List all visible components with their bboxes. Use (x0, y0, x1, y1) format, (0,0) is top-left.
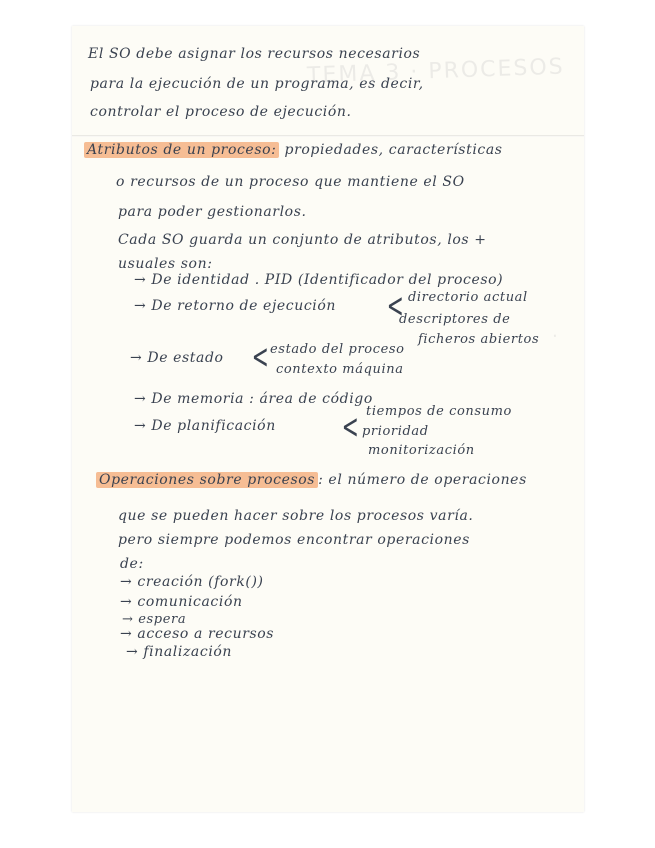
page-fold (72, 135, 584, 137)
brace-state: < (251, 337, 269, 377)
intro-line-1: El SO debe asignar los recursos necesarios (88, 46, 421, 62)
operation-wait: → espera (122, 612, 187, 627)
attribute-scheduling: → De planificación (134, 418, 276, 434)
brace-scheduling: < (341, 407, 359, 447)
state-detail-2: contexto máquina (276, 362, 404, 377)
operation-communicate: → comunicación (120, 594, 243, 610)
scheduling-detail-3: monitorización (368, 443, 475, 458)
attributes-heading: Atributos de un proceso: (84, 142, 279, 158)
operations-line-2 (118, 508, 473, 524)
operations-line-2-text: que se pueden hacer sobre los procesos varía. (118, 508, 474, 524)
attributes-line-2: o recursos de un proceso que mantiene el SO (116, 174, 465, 190)
return-detail-1: directorio actual (408, 290, 528, 305)
attributes-line-5: usuales son: (118, 256, 213, 272)
scheduling-detail-2: prioridad (362, 424, 429, 439)
bleed-through-text: TEMA 3 · PROCESOS (306, 54, 566, 89)
brace-return: < (386, 286, 404, 326)
return-detail-2: descriptores de (399, 312, 511, 327)
operation-access: → acceso a recursos (120, 626, 275, 642)
return-detail-3: ficheros abiertos (418, 332, 540, 347)
operations-definition: : el número de operaciones (318, 472, 527, 488)
attributes-line-3: para poder gestionarlos. (118, 204, 307, 220)
attributes-definition: propiedades, características (284, 142, 503, 158)
attribute-identity: → De identidad . PID (Identificador del proceso) (134, 272, 504, 288)
operations-heading-line (96, 472, 527, 488)
operations-line-4: de: (120, 556, 144, 572)
attribute-memory: → De memoria : área de código (134, 391, 373, 407)
scheduling-detail-1: tiempos de consumo (366, 404, 512, 419)
operations-line-3: pero siempre podemos encontrar operaciones (118, 532, 470, 548)
state-detail-1: estado del proceso (270, 342, 405, 357)
attribute-state: → De estado (130, 350, 224, 366)
intro-line-2: para la ejecución de un programa, es decir, (90, 76, 424, 92)
attributes-line-4: Cada SO guarda un conjunto de atributos, los + (118, 232, 487, 248)
attribute-return: → De retorno de ejecución (134, 298, 336, 314)
operation-create: → creación (fork()) (120, 574, 264, 590)
bleed-through-text-2: · (551, 325, 561, 348)
operation-finalize: → finalización (126, 644, 233, 660)
operations-heading: Operaciones sobre procesos (96, 472, 318, 488)
intro-line-3: controlar el proceso de ejecución. (90, 104, 352, 120)
attributes-heading-line (84, 142, 503, 158)
